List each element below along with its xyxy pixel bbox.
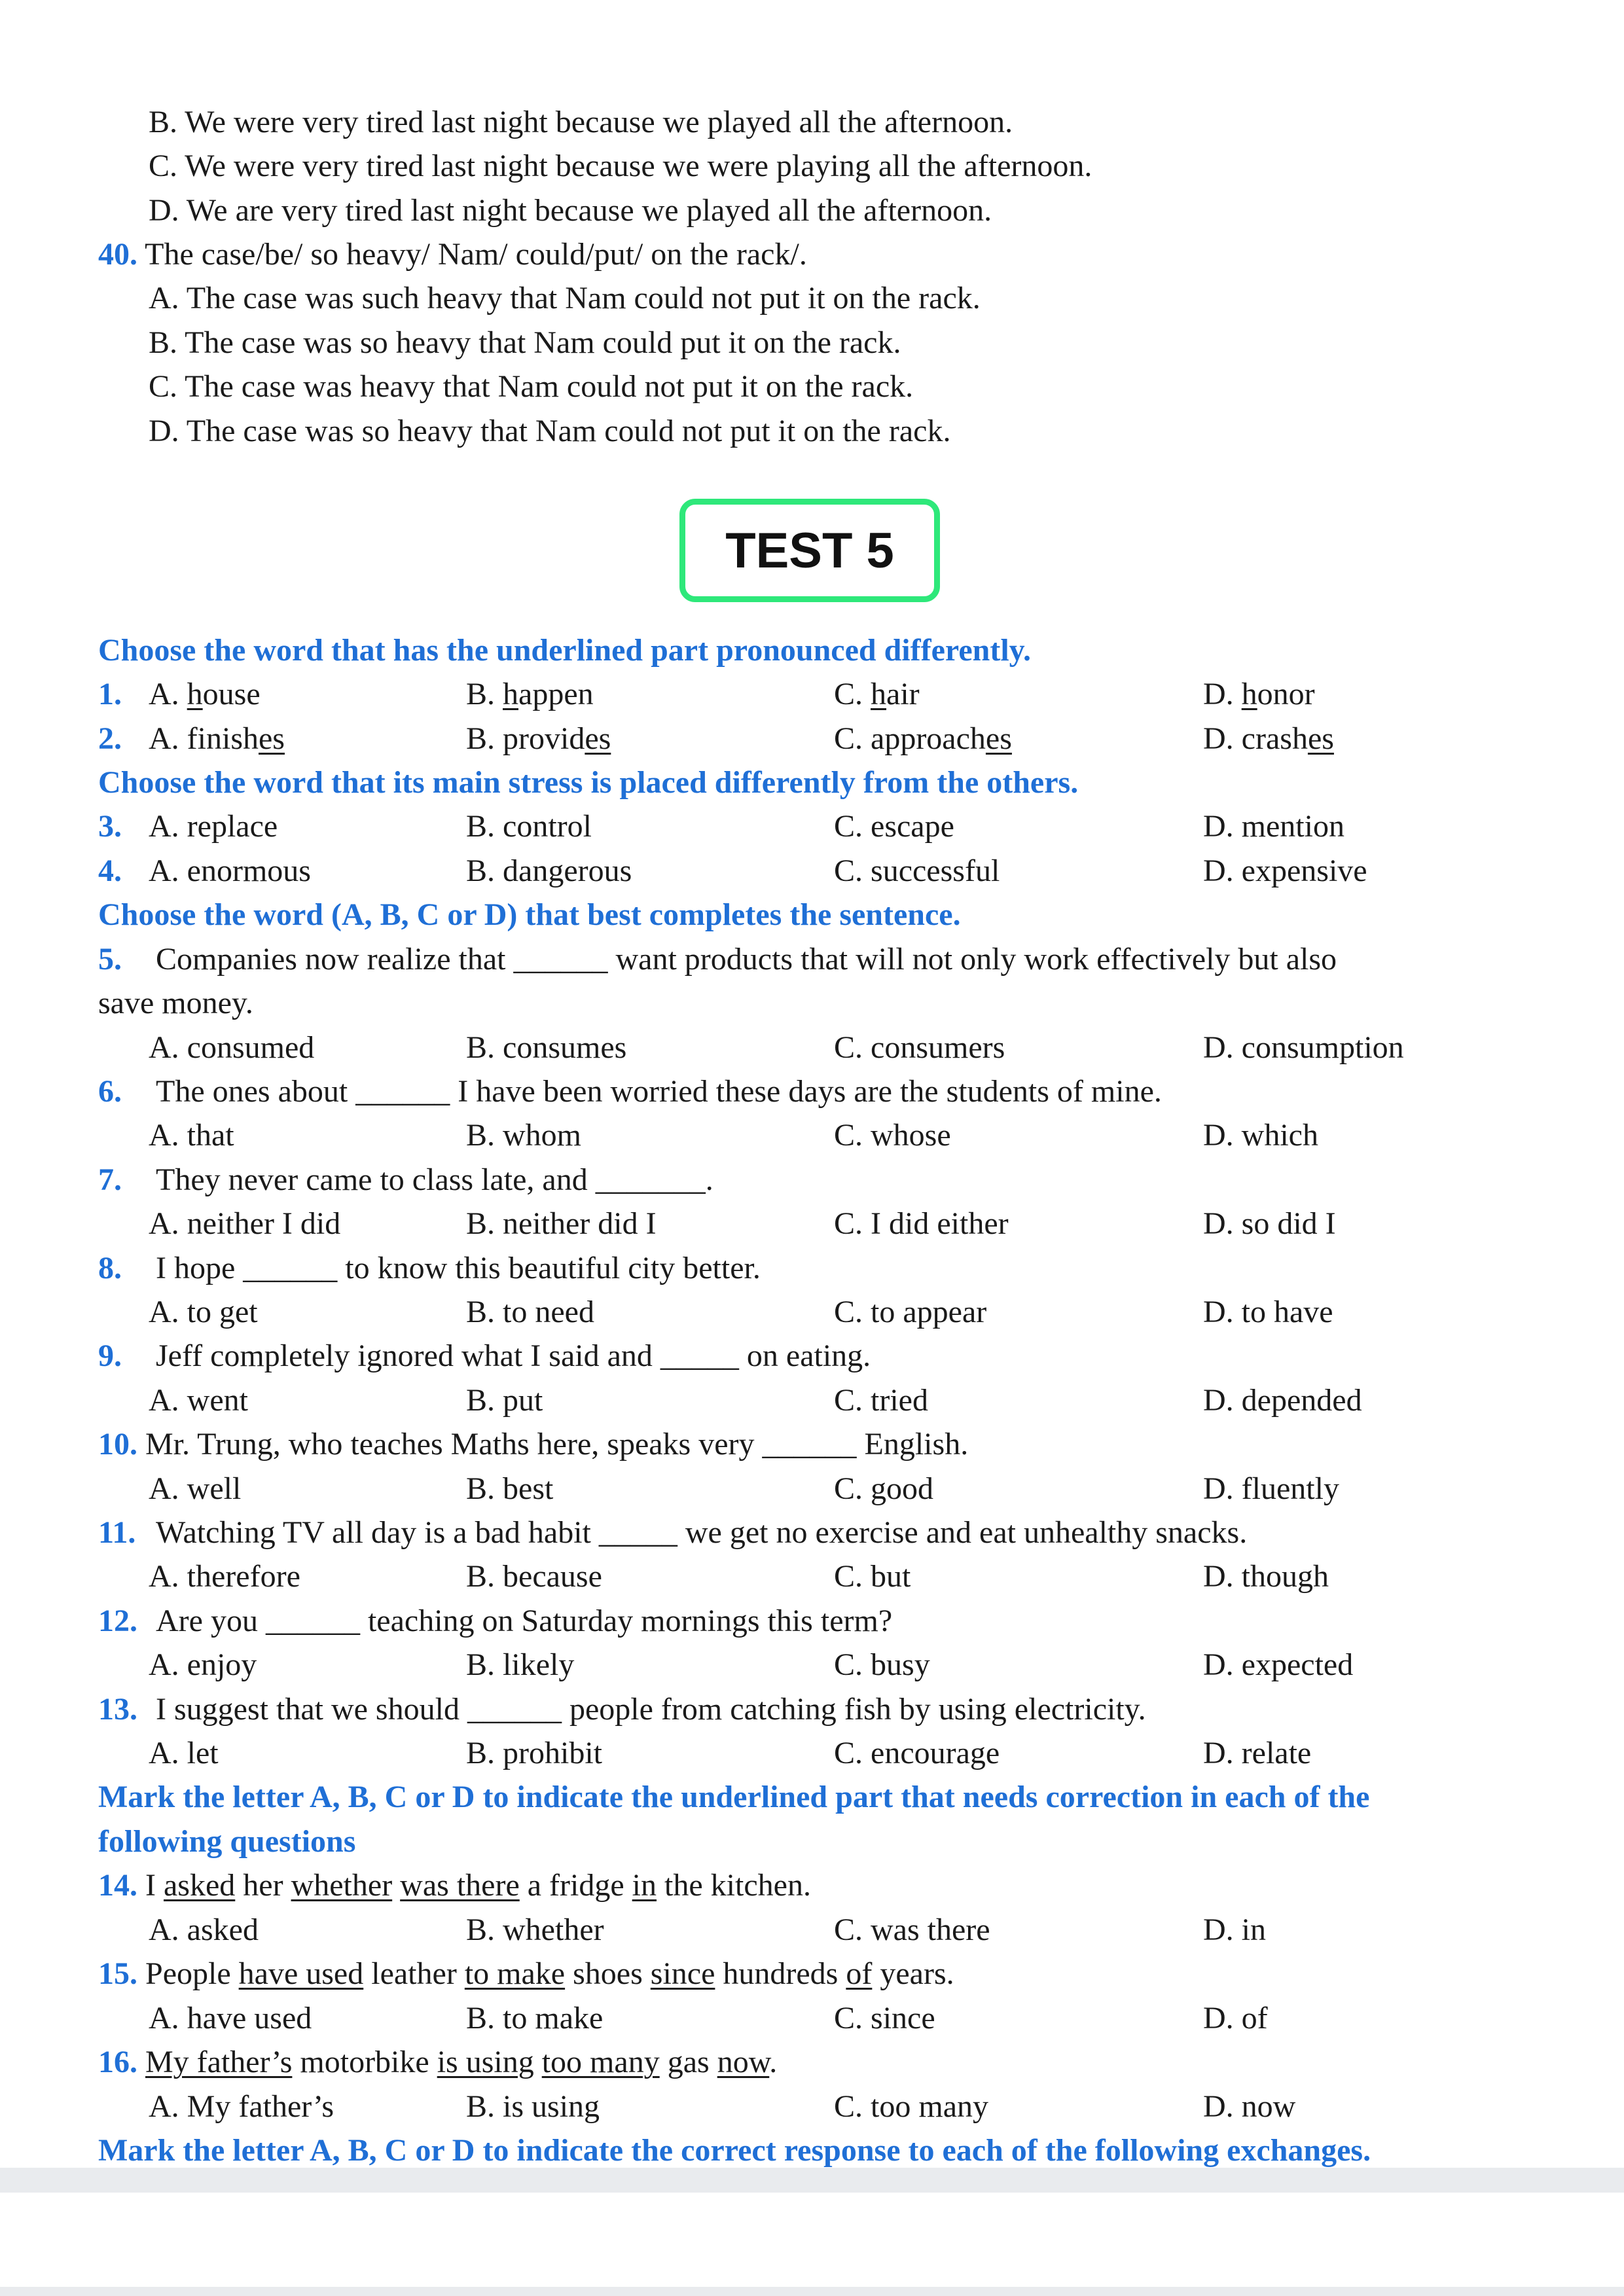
option-a: A. to get <box>149 1295 258 1329</box>
question-number: 8. <box>98 1251 122 1285</box>
question-text: They never came to class late, and _______. <box>156 1162 713 1197</box>
question-text: Mr. Trung, who teaches Maths here, speaks very ______ English. <box>137 1427 969 1462</box>
option-a: A. therefore <box>149 1559 300 1594</box>
option-a: A. enormous <box>149 853 311 888</box>
question-5 <box>98 940 122 979</box>
option-a: A. replace <box>149 809 278 844</box>
option-a: A. that <box>149 1118 234 1153</box>
option-b: B. to need <box>466 1295 594 1329</box>
option-c: C. consumers <box>834 1030 1005 1065</box>
option-a: A. My father’s <box>149 2089 334 2124</box>
option-a: A. house <box>149 677 261 711</box>
option-b: B. dangerous <box>466 853 632 888</box>
option-c: C. approaches <box>834 721 1012 756</box>
option-d: D. fluently <box>1203 1471 1339 1506</box>
question-13 <box>98 1690 137 1729</box>
option-a: A. let <box>149 1736 219 1770</box>
question-number: 6. <box>98 1074 122 1109</box>
option-a: A. neither I did <box>149 1206 341 1241</box>
question-text: Jeff completely ignored what I said and _____ on eating. <box>156 1338 871 1373</box>
question-6 <box>98 1072 122 1111</box>
question-number: 40. <box>98 237 137 272</box>
option-b: B. likely <box>466 1647 575 1682</box>
option-a: A. well <box>149 1471 242 1506</box>
question-text: Are you ______ teaching on Saturday mornings this term? <box>156 1604 893 1638</box>
question-40 <box>98 235 807 274</box>
option-b: B. consumes <box>466 1030 627 1065</box>
question-3 <box>98 807 122 846</box>
option-d: D. consumption <box>1203 1030 1404 1065</box>
option-a: A. consumed <box>149 1030 315 1065</box>
option-d: D. of <box>1203 2001 1268 2036</box>
option-d: D. expected <box>1203 1647 1354 1682</box>
option-a: A. asked <box>149 1912 259 1947</box>
test-title-box: TEST 5 <box>679 499 940 602</box>
question-number: 1. <box>98 677 122 711</box>
option-c: C. too many <box>834 2089 988 2124</box>
option-a: A. have used <box>149 2001 312 2036</box>
option-c: C. to appear <box>834 1295 987 1329</box>
section-heading: Choose the word that its main stress is placed differently from the others. <box>98 765 1079 800</box>
option-text: A. The case was such heavy that Nam could not put it on the rack. <box>149 281 981 315</box>
question-number: 4. <box>98 853 122 888</box>
question-text-continued: save money. <box>98 986 253 1020</box>
section-heading: Mark the letter A, B, C or D to indicate the underlined part that needs correction in each of the <box>98 1780 1370 1814</box>
option-d: D. expensive <box>1203 853 1367 888</box>
question-4 <box>98 852 122 891</box>
page-bottom-band <box>0 2168 1624 2193</box>
option-b: B. is using <box>466 2089 600 2124</box>
option-d: D. in <box>1203 1912 1266 1947</box>
question-text: Companies now realize that ______ want products that will not only work effectively but also <box>156 942 1337 977</box>
option-text: C. The case was heavy that Nam could not put it on the rack. <box>149 369 914 404</box>
question-10 <box>98 1425 968 1464</box>
option-text: D. The case was so heavy that Nam could not put it on the rack. <box>149 414 951 448</box>
option-a: A. went <box>149 1383 248 1418</box>
question-number: 2. <box>98 721 122 756</box>
question-16: 16. My father’s motorbike is using too many gas now. <box>98 2045 778 2079</box>
option-c: C. I did either <box>834 1206 1009 1241</box>
question-7 <box>98 1160 122 1200</box>
question-14: 14. I asked her whether was there a fridge in the kitchen. <box>98 1868 811 1903</box>
option-d: D. now <box>1203 2089 1296 2124</box>
question-number: 7. <box>98 1162 122 1197</box>
option-c: C. since <box>834 2001 935 2036</box>
option-d: D. mention <box>1203 809 1344 844</box>
question-text: The case/be/ so heavy/ Nam/ could/put/ on the rack/. <box>137 237 807 272</box>
question-9 <box>98 1336 122 1376</box>
question-number: 15. <box>98 1956 137 1991</box>
option-b: B. control <box>466 809 592 844</box>
option-a: A. enjoy <box>149 1647 257 1682</box>
question-1 <box>98 675 122 714</box>
option-c: C. whose <box>834 1118 951 1153</box>
question-8 <box>98 1249 122 1288</box>
question-number: 12. <box>98 1604 137 1638</box>
question-text: The ones about ______ I have been worried these days are the students of mine. <box>156 1074 1162 1109</box>
question-number: 10. <box>98 1427 137 1462</box>
section-heading: Mark the letter A, B, C or D to indicate the correct response to each of the following exchanges. <box>98 2133 1371 2168</box>
option-d: D. though <box>1203 1559 1329 1594</box>
question-number: 5. <box>98 942 122 977</box>
option-c: C. tried <box>834 1383 928 1418</box>
option-d: D. honor <box>1203 677 1315 711</box>
option-b: B. prohibit <box>466 1736 603 1770</box>
option-c: C. but <box>834 1559 911 1594</box>
option-b: B. because <box>466 1559 602 1594</box>
section-heading: Choose the word that has the underlined part pronounced differently. <box>98 633 1031 668</box>
question-text: Watching TV all day is a bad habit _____ we get no exercise and eat unhealthy snacks. <box>156 1515 1248 1550</box>
question-number: 14. <box>98 1868 137 1903</box>
option-b: B. best <box>466 1471 554 1506</box>
option-text: B. We were very tired last night because we played all the afternoon. <box>149 105 1013 139</box>
question-number: 9. <box>98 1338 122 1373</box>
option-c: C. escape <box>834 809 954 844</box>
option-b: B. put <box>466 1383 543 1418</box>
option-d: D. depended <box>1203 1383 1362 1418</box>
question-11 <box>98 1513 135 1552</box>
question-15: 15. People have used leather to make shoes since hundreds of years. <box>98 1956 954 1991</box>
option-d: D. so did I <box>1203 1206 1336 1241</box>
option-b: B. happen <box>466 677 594 711</box>
question-number: 11. <box>98 1515 136 1550</box>
option-b: B. to make <box>466 2001 604 2036</box>
option-c: C. busy <box>834 1647 930 1682</box>
option-b: B. whom <box>466 1118 582 1153</box>
option-c: C. successful <box>834 853 1000 888</box>
option-text: C. We were very tired last night because we were playing all the afternoon. <box>149 149 1092 183</box>
option-d: D. relate <box>1203 1736 1312 1770</box>
question-text: I suggest that we should ______ people from catching fish by using electricity. <box>156 1692 1146 1727</box>
question-2 <box>98 719 122 759</box>
option-c: C. was there <box>834 1912 990 1947</box>
option-text: B. The case was so heavy that Nam could put it on the rack. <box>149 325 901 360</box>
question-number: 3. <box>98 809 122 844</box>
section-heading-continued: following questions <box>98 1824 356 1859</box>
question-12 <box>98 1602 137 1641</box>
question-number: 13. <box>98 1692 137 1727</box>
section-heading: Choose the word (A, B, C or D) that best completes the sentence. <box>98 897 961 932</box>
option-c: C. good <box>834 1471 934 1506</box>
option-c: C. hair <box>834 677 920 711</box>
option-b: B. whether <box>466 1912 604 1947</box>
option-a: A. finishes <box>149 721 285 756</box>
option-d: D. crashes <box>1203 721 1334 756</box>
question-number: 16. <box>98 2045 137 2079</box>
option-c: C. encourage <box>834 1736 1000 1770</box>
page-bottom-edge <box>0 2287 1624 2296</box>
question-text: I hope ______ to know this beautiful city better. <box>156 1251 761 1285</box>
option-d: D. which <box>1203 1118 1318 1153</box>
option-text: D. We are very tired last night because we played all the afternoon. <box>149 193 992 228</box>
option-b: B. provides <box>466 721 611 756</box>
option-b: B. neither did I <box>466 1206 657 1241</box>
option-d: D. to have <box>1203 1295 1333 1329</box>
